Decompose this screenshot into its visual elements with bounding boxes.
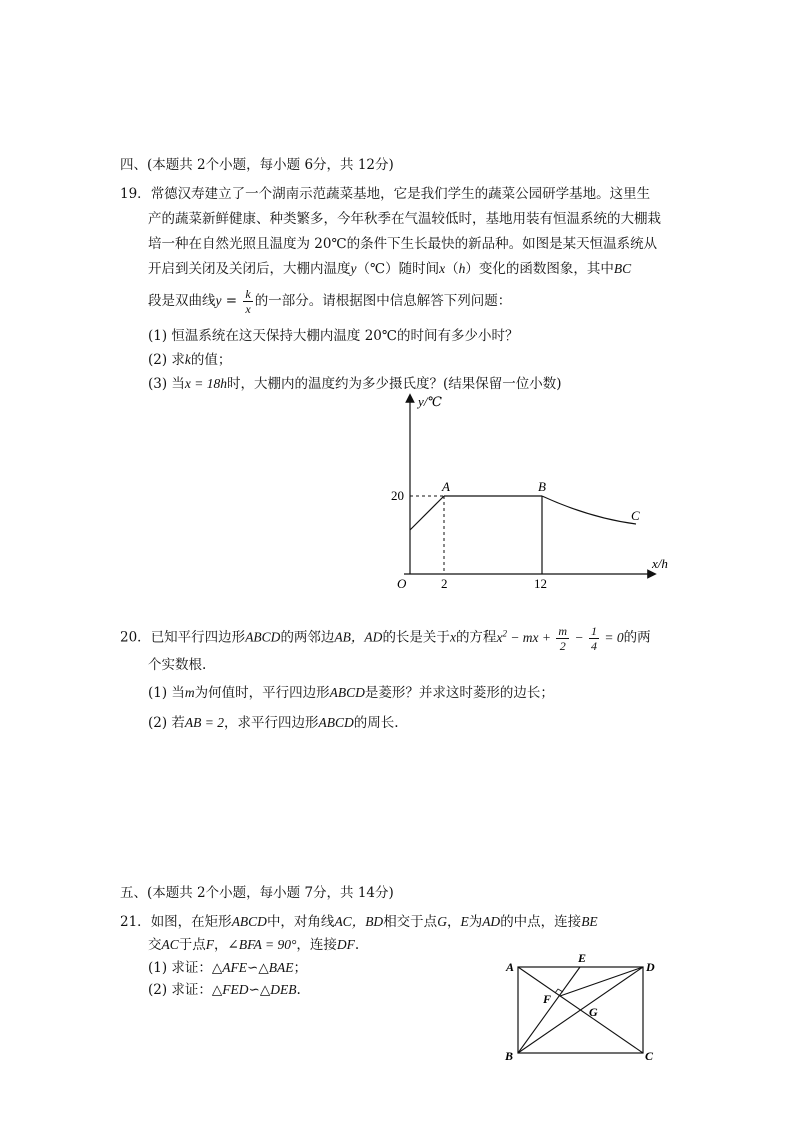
q20-sub-1: (1) 当m为何值时，平行四边形ABCD是菱形？并求这时菱形的边长；: [148, 685, 554, 701]
y-tick-20: 20: [391, 488, 404, 503]
point-c-label: C: [631, 508, 640, 523]
q19-sub-1: (1) 恒温系统在这天保持大棚内温度 20℃的时间有多少小时？: [148, 328, 519, 344]
q21-sub-1: (1) 求证：△AFE∽△BAE；: [148, 960, 307, 976]
x-tick-12: 12: [534, 576, 547, 591]
q19-number: 19．: [120, 186, 151, 202]
label-b: B: [505, 1049, 514, 1063]
q19-temperature-graph: [380, 390, 690, 595]
q21-sub-2: (2) 求证：△FED∽△DEB.: [148, 982, 301, 998]
label-d: D: [646, 960, 655, 974]
q19-line-2: 产的蔬菜新鲜健康、种类繁多，今年秋季在气温较低时，基地用装有恒温系统的大棚栽: [148, 211, 661, 227]
q20-equation: $x^2$ − mx + $\frac{m}{2}$ − $\frac{1}{4}$ = 0: [496, 623, 624, 653]
q21-line-1: 21．如图，在矩形ABCD中，对角线AC，BD相交于点G，E为AD的中点，连接BE: [120, 914, 598, 930]
q19-line-5: 段是双曲线y = $\frac{k}{x}$ 的一部分。请根据图中信息解答下列问题：: [148, 287, 512, 316]
segment-rise: [410, 496, 444, 530]
section-4-heading: 四、(本题共 2个小题，每小题 6分，共 12分): [120, 157, 394, 173]
point-a-label: A: [442, 479, 450, 494]
q20-sub-2: (2) 若AB = 2，求平行四边形ABCD的周长.: [148, 715, 399, 731]
q19-sub-3: (3) 当x = 18h时，大棚内的温度约为多少摄氏度？(结果保留一位小数): [148, 376, 562, 392]
q21-number: 21．: [120, 914, 151, 930]
label-e: E: [578, 951, 587, 965]
segment-be: [518, 967, 580, 1053]
q20-line-2: 个实数根.: [148, 657, 207, 673]
q21-rectangle-figure: [500, 950, 670, 1070]
label-g: G: [589, 1005, 598, 1019]
q21-line-2: 交AC于点F，∠BFA = 90°，连接DF.: [148, 937, 360, 953]
curve-bc: [542, 496, 636, 524]
fraction-k-over-x: $\frac{k}{x}$: [245, 287, 251, 316]
q19-line-1: 19．常德汉寿建立了一个湖南示范蔬菜基地，它是我们学生的蔬菜公园研学基地。这里生: [120, 186, 651, 202]
x-tick-2: 2: [441, 576, 448, 591]
q19-sub-2: (2) 求k的值；: [148, 352, 232, 368]
origin-label: O: [397, 576, 407, 591]
point-b-label: B: [538, 479, 546, 494]
segment-df: [560, 967, 643, 996]
label-a: A: [506, 960, 515, 974]
label-c: C: [645, 1049, 654, 1063]
q20-number: 20．: [120, 629, 151, 646]
x-axis-label: x/h: [652, 556, 668, 571]
q20-line-1: 20．已知平行四边形ABCD的两邻边AB，AD的长是关于x的方程$x^2$ − mx + $\frac{m}{2}$ − $\frac{1}{4}$ = 0的两: [120, 623, 651, 653]
q19-line-3: 培一种在自然光照且温度为 20℃的条件下生长最快的新品种。如图是某天恒温系统从: [148, 236, 658, 252]
section-5-heading: 五、(本题共 2个小题，每小题 7分，共 14分): [120, 885, 394, 901]
y-axis-label: y/℃: [418, 394, 442, 409]
label-f: F: [543, 992, 552, 1006]
q19-line-4: 开启到关闭及关闭后，大棚内温度y（℃）随时间x（h）变化的函数图象，其中BC: [148, 261, 632, 277]
